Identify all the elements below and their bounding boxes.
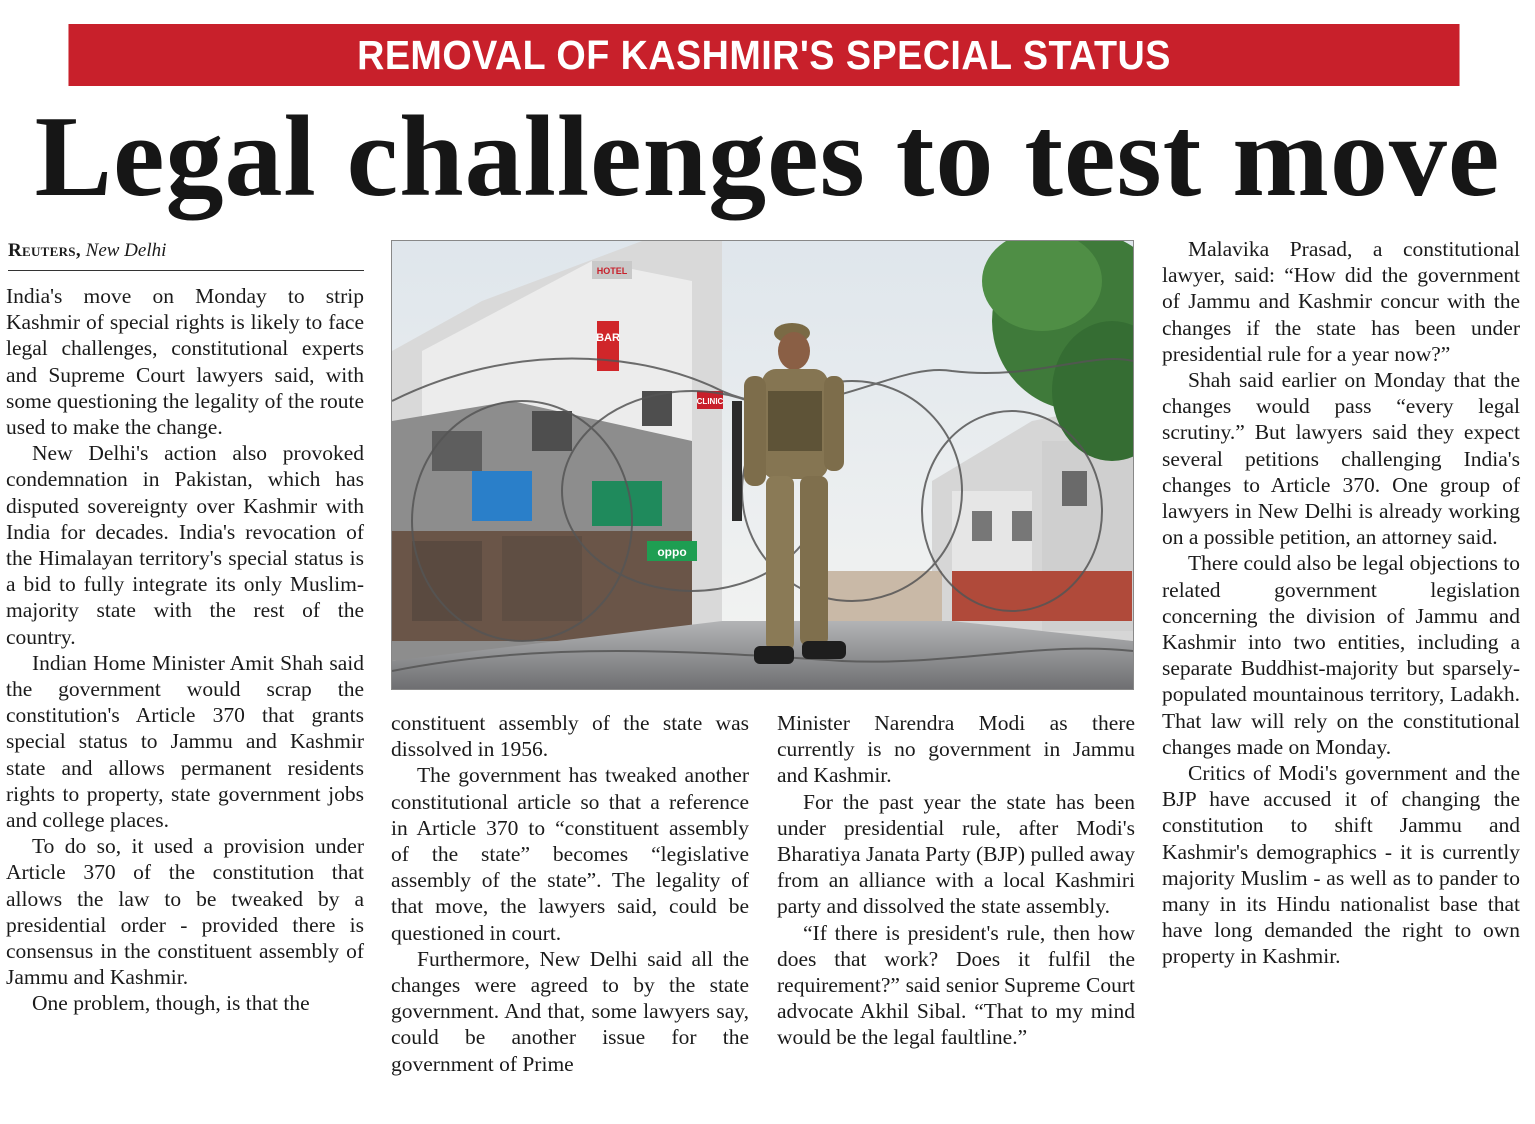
news-photo <box>391 240 1134 690</box>
paragraph: For the past year the state has been under presidential rule, after Modi's Bharatiya Janata Party (BJP) pulled away from an alliance with a local Kashmiri party and dissolved the state assembly. <box>777 789 1135 919</box>
paragraph: India's move on Monday to strip Kashmir of special rights is likely to face legal challenges, constitutional experts and Supreme Court lawyers said, with some questioning the legality of the route used to make the change. <box>6 284 364 440</box>
byline <box>8 236 364 271</box>
paragraph: One problem, though, is that the <box>32 991 310 1016</box>
paragraph: New Delhi's action also provoked condemnation in Pakistan, which has disputed sovereignty over Kashmir with India for decades. India's revocation of the Himalayan territory's special status is a bid to fully integrate its only Muslim-majority state with the rest of the country. <box>6 441 364 649</box>
article-column-3 <box>777 710 1135 1051</box>
photo-sign-hotel: HOTEL <box>596 266 628 276</box>
headline: Legal challenges to test move <box>34 93 1501 221</box>
paragraph: constituent assembly of the state was dissolved in 1956. <box>391 711 749 762</box>
paragraph: The government has tweaked another constitutional article so that a reference in Article 370 to “constituent assembly of the state” becomes “legislative assembly of the state”. The legality of that move, the lawyers said, could be questioned in court. <box>391 763 749 945</box>
paragraph: Minister Narendra Modi as there currently is no government in Jammu and Kashmir. <box>777 711 1135 788</box>
paragraph: Shah said earlier on Monday that the changes would pass “every legal scrutiny.” But lawyers said they expect several petitions challenging India's changes to Article 370. One group of lawyers in New Delhi is already working on a possible petition, an attorney said. <box>1162 368 1520 550</box>
paragraph: There could also be legal objections to related government legislation concerning the division of Jammu and Kashmir into two entities, including a separate Buddhist-majority but sparsely-populated mountainous territory, Ladakh. That law will rely on the constitutional changes made on Monday. <box>1162 551 1520 759</box>
article-column-1 <box>6 283 364 1017</box>
paragraph: “If there is president's rule, then how does that work? Does it fulfil the requirement?” said senior Supreme Court advocate Akhil Sibal. “That to my mind would be the legal faultline.” <box>777 920 1135 1050</box>
paragraph: Indian Home Minister Amit Shah said the government would scrap the constitution's Article 370 that grants special status to Jammu and Kashmir state and allows permanent residents rights to property, state government jobs and college places. <box>6 650 364 833</box>
paragraph: To do so, it used a provision under Article 370 of the constitution that allows the law to be tweaked by a presidential order - provided there is consensus in the constituent assembly of Jammu and Kashmir. <box>6 834 364 990</box>
article-column-2 <box>391 710 749 1077</box>
byline-agency: Reuters, <box>8 240 81 261</box>
photo-sign-oppo: oppo <box>657 545 687 559</box>
article-column-4 <box>1162 236 1520 970</box>
byline-place: New Delhi <box>85 240 167 261</box>
paragraph: Malavika Prasad, a constitutional lawyer, said: “How did the government of Jammu and Kashmir concur with the changes if the state has been under presidential rule for a year now?” <box>1162 237 1520 366</box>
section-banner: REMOVAL OF KASHMIR'S SPECIAL STATUS <box>68 24 1459 86</box>
photo-sign-bar: BAR <box>596 332 620 344</box>
photo-sign-clinic: CLINIC <box>696 397 724 406</box>
paragraph: Furthermore, New Delhi said all the changes were agreed to by the state government. And that, some lawyers say, could be another issue for the government of Prime <box>391 946 749 1076</box>
paragraph: Critics of Modi's government and the BJP have accused it of changing the constitution to shift Jammu and Kashmir's demographics - it is currently majority Muslim - as well as to pander to many in its Hindu nationalist base that have long demanded the right to own property in Kashmir. <box>1162 761 1520 969</box>
